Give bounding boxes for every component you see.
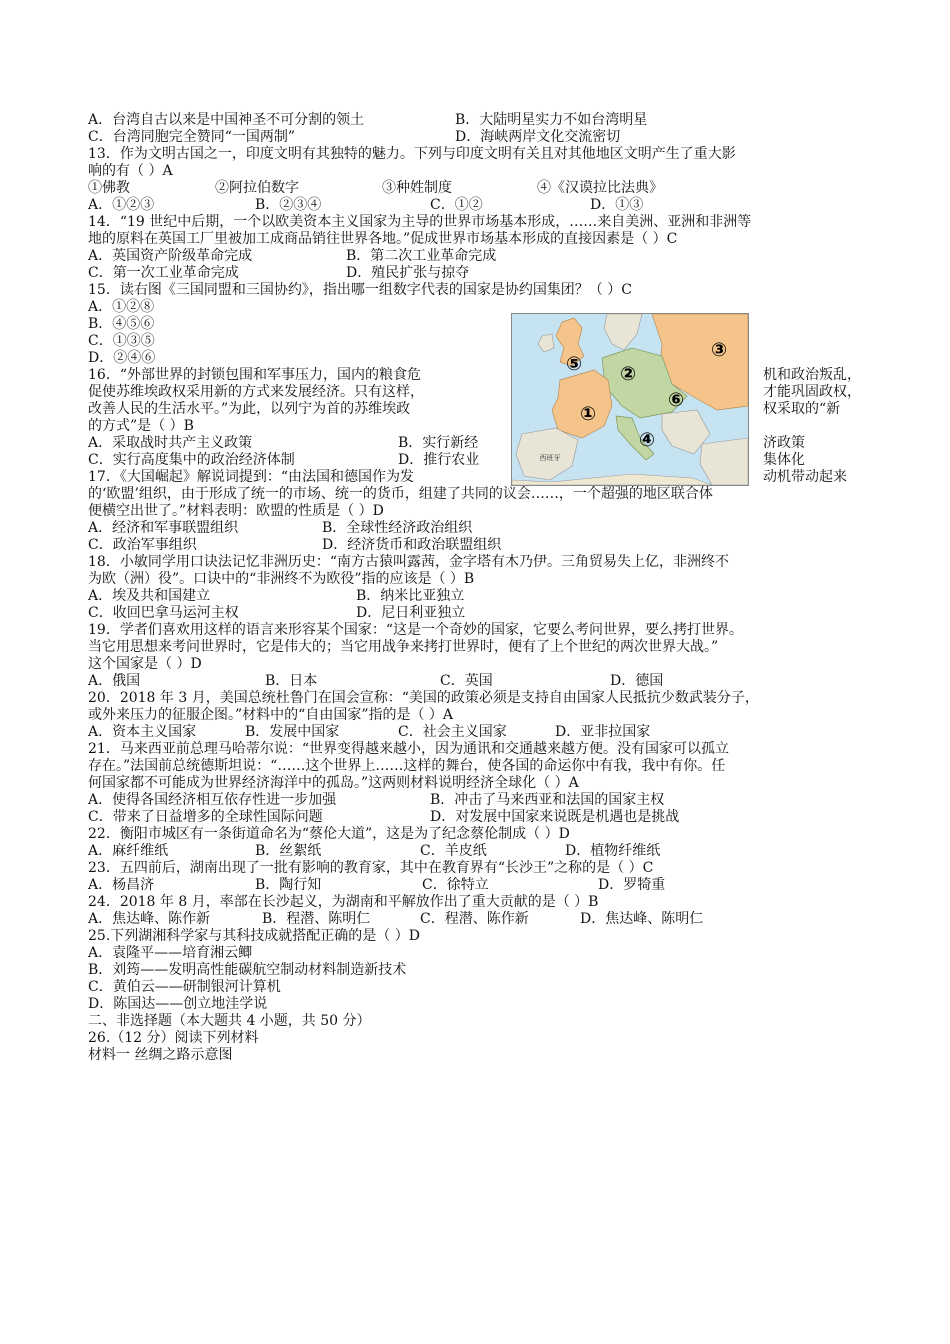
text-line-segment: C．羊皮纸	[420, 843, 487, 859]
text-line-segment: A．焦达峰、陈作新	[88, 911, 211, 927]
map-marker-1: ①	[579, 403, 597, 425]
europe-alliances-map	[511, 313, 749, 486]
text-line-segment: B．②③④	[255, 197, 322, 213]
text-line-segment: D．德国	[610, 673, 664, 689]
text-line-segment: C．台湾同胞完全赞同“一国两制”	[88, 129, 296, 145]
text-line-segment: 13．作为文明古国之一，印度文明有其独特的魅力。下列与印度文明有关且对其他地区文明产生了重大影	[88, 146, 736, 162]
text-line-segment: 改善人民的生活水平。”为此，以列宁为首的苏维埃政	[88, 401, 411, 417]
text-line-segment: A．埃及共和国建立	[88, 588, 211, 604]
text-line-segment: B．全球性经济政治组织	[322, 520, 473, 536]
text-line-segment: B．日本	[265, 673, 318, 689]
text-line-segment: B．大陆明星实力不如台湾明星	[455, 112, 648, 128]
text-line-segment: A．俄国	[88, 673, 141, 689]
text-line-segment: 22．衡阳市城区有一条街道命名为“蔡伦大道”，这是为了纪念蔡伦制成（ ）D	[88, 826, 570, 842]
map-marker-4: ④	[638, 429, 656, 451]
text-line-segment: D．尼日利亚独立	[356, 605, 466, 621]
map-marker-6: ⑥	[667, 389, 685, 411]
text-line-segment: 18．小敏同学用口诀法记忆非洲历史：“南方古猿叫露茜，金字塔有木乃伊。三角贸易失上亿，非洲终不	[88, 554, 729, 570]
text-line-segment: D．推行农业	[398, 452, 480, 468]
text-line-segment: D．植物纤维纸	[565, 843, 661, 859]
text-line-segment: B．发展中国家	[245, 724, 340, 740]
text-line-segment: D．亚非拉国家	[555, 724, 651, 740]
text-line-segment: 集体化	[763, 452, 805, 468]
text-line-segment: 为欧（洲）役”。口诀中的“非洲终不为欧役”指的应该是（ ）B	[88, 571, 475, 587]
text-line-segment: 的方式”是（ ）B	[88, 418, 194, 434]
map-marker-5: ⑤	[565, 353, 583, 375]
text-line-segment: 21．马来西亚前总理马哈蒂尔说：“世界变得越来越小，因为通讯和交通越来越方便。没有国家可以孤立	[88, 741, 729, 757]
text-line-segment: C．带来了日益增多的全球性国际问题	[88, 809, 323, 825]
text-line-segment: C．社会主义国家	[398, 724, 507, 740]
text-line-segment: 才能巩固政权，	[763, 384, 861, 400]
text-line-segment: C．收回巴拿马运河主权	[88, 605, 239, 621]
text-line-segment: 促使苏维埃政权采用新的方式来发展经济。只有这样，	[88, 384, 424, 400]
text-line-segment: 20．2018 年 3 月，美国总统杜鲁门在国会宣称：“美国的政策必须是支持自由国家人民抵抗少数武装分子，	[88, 690, 759, 706]
text-line-segment: D．①③	[590, 197, 644, 213]
text-line-segment: D．海峡两岸文化交流密切	[455, 129, 621, 145]
text-line-segment: C．第一次工业革命完成	[88, 265, 239, 281]
text-line-segment: A．经济和军事联盟组织	[88, 520, 239, 536]
text-line-segment: C．程潜、陈作新	[420, 911, 529, 927]
text-line-segment: A．资本主义国家	[88, 724, 197, 740]
text-line-segment: 济政策	[763, 435, 805, 451]
text-line-segment: B．程潜、陈明仁	[262, 911, 371, 927]
text-line-segment: A．①②③	[88, 197, 155, 213]
text-line-segment: 16．“外部世界的封锁包围和军事压力，国内的粮食危	[88, 367, 421, 383]
text-line-segment: C．①②	[430, 197, 483, 213]
text-line-segment: A．麻纤维纸	[88, 843, 169, 859]
text-line-segment: 权采取的“新	[763, 401, 841, 417]
text-line-segment: 便横空出世了。”材料表明：欧盟的性质是（ ）D	[88, 503, 384, 519]
text-line-segment: ③种姓制度	[382, 180, 452, 196]
text-line-segment: A．英国资产阶级革命完成	[88, 248, 253, 264]
text-line-segment: ②阿拉伯数字	[215, 180, 299, 196]
text-line-segment: ④《汉谟拉比法典》	[537, 180, 663, 196]
text-line-segment: B．陶行知	[255, 877, 322, 893]
text-line-segment: ①佛教	[88, 180, 130, 196]
map-label-spain: 西班牙	[539, 454, 561, 462]
text-line-segment: 二、非选择题（本大题共 4 小题，共 50 分）	[88, 1013, 371, 1029]
text-line-segment: 动机带动起来	[763, 469, 847, 485]
text-line-segment: D．对发展中国家来说既是机遇也是挑战	[430, 809, 680, 825]
text-line-segment: A．袁隆平——培育湘云鲫	[88, 945, 253, 961]
text-line-segment: 19．学者们喜欢用这样的语言来形容某个国家：“这是一个奇妙的国家，它要么考问世界，要么拷打世界。	[88, 622, 743, 638]
text-line-segment: B．纳米比亚独立	[356, 588, 465, 604]
map-svg	[512, 314, 748, 485]
text-line-segment: 响的有（ ）A	[88, 163, 173, 179]
text-line-segment: D．陈国达——创立地洼学说	[88, 996, 268, 1012]
text-line-segment: 的‘欧盟’组织，由于形成了统一的市场、统一的货币，组建了共同的议会……，一个超强的地区联合体	[88, 486, 713, 502]
text-line-segment: D．殖民扩张与掠夺	[346, 265, 470, 281]
text-line-segment: A．①②⑧	[88, 299, 155, 315]
text-line-segment: A．采取战时共产主义政策	[88, 435, 253, 451]
text-line-segment: A．使得各国经济相互依存性进一步加强	[88, 792, 337, 808]
text-line-segment: 机和政治叛乱，	[763, 367, 861, 383]
text-line-segment: 地的原料在英国工厂里被加工成商品销往世界各地。”促成世界市场基本形成的直接因素是（ ）C	[88, 231, 678, 247]
text-line-segment: 当它用思想来考问世界时，它是伟大的；当它用战争来拷打世界时，便有了上个世纪的两次世界大战。”	[88, 639, 719, 655]
text-line-segment: 何国家都不可能成为世界经济海洋中的孤岛。”这两则材料说明经济全球化（ ）A	[88, 775, 579, 791]
text-line-segment: 存在。”法国前总统德斯坦说：“……这个世界上……这样的舞台，使各国的命运你中有我，我中有你。任	[88, 758, 726, 774]
text-line-segment: C．政治军事组织	[88, 537, 197, 553]
text-line-segment: C．①③⑤	[88, 333, 155, 349]
text-line-segment: D．经济货币和政治联盟组织	[322, 537, 502, 553]
text-line-segment: D．②④⑥	[88, 350, 156, 366]
text-line-segment: A．台湾自古以来是中国神圣不可分割的领土	[88, 112, 365, 128]
text-line-segment: A．杨昌济	[88, 877, 155, 893]
text-line-segment: D．罗犄重	[598, 877, 666, 893]
text-line-segment: 25.下列湖湘科学家与其科技成就搭配正确的是（ ）D	[88, 928, 420, 944]
text-line-segment: C．英国	[440, 673, 493, 689]
text-line-segment: C．徐特立	[422, 877, 489, 893]
text-line-segment: 17．《大国崛起》解说词提到：“由法国和德国作为发	[88, 469, 414, 485]
text-line-segment: 或外来压力的征服企图。”材料中的“自由国家”指的是（ ）A	[88, 707, 454, 723]
text-line-segment: 23．五四前后，湖南出现了一批有影响的教育家，其中在教育界有“长沙王”之称的是（ ）C	[88, 860, 654, 876]
text-line-segment: 15．读右图《三国同盟和三国协约》，指出哪一组数字代表的国家是协约国集团？（ ）C	[88, 282, 632, 298]
text-line-segment: B．④⑤⑥	[88, 316, 155, 332]
text-line-segment: B．第二次工业革命完成	[346, 248, 497, 264]
text-line-segment: B．刘筠——发明高性能碳航空制动材料制造新技术	[88, 962, 407, 978]
text-line-segment: 材料一 丝绸之路示意图	[88, 1047, 233, 1063]
text-line-segment: B．实行新经	[398, 435, 479, 451]
text-line-segment: 24．2018 年 8 月，率部在长沙起义，为湖南和平解放作出了重大贡献的是（ ）B	[88, 894, 599, 910]
text-line-segment: 14．“19 世纪中后期，一个以欧美资本主义国家为主导的世界市场基本形成，……来自美洲、亚洲和非洲等	[88, 214, 752, 230]
text-line-segment: C．实行高度集中的政治经济体制	[88, 452, 295, 468]
text-line-segment: D．焦达峰、陈明仁	[580, 911, 704, 927]
text-line-segment: B．丝絮纸	[255, 843, 322, 859]
map-marker-2: ②	[619, 363, 637, 385]
text-line-segment: 26.（12 分）阅读下列材料	[88, 1030, 259, 1046]
text-line-segment: B．冲击了马来西亚和法国的国家主权	[430, 792, 665, 808]
text-line-segment: C．黄伯云——研制银河计算机	[88, 979, 281, 995]
map-marker-3: ③	[710, 339, 728, 361]
text-line-segment: 这个国家是（ ）D	[88, 656, 202, 672]
